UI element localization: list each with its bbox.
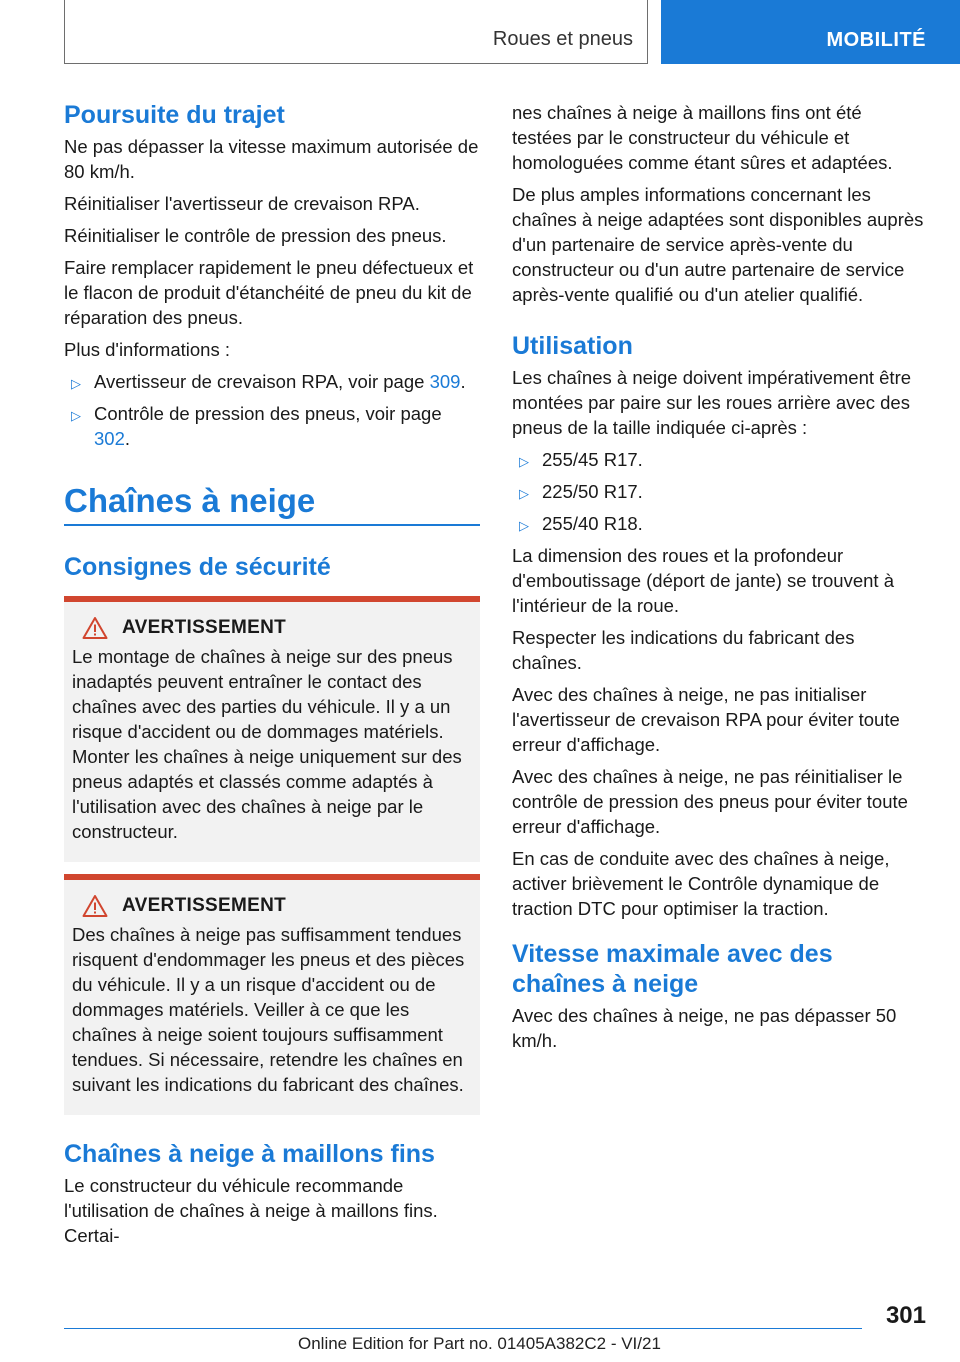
list-item-suffix: . xyxy=(124,428,131,449)
list-item xyxy=(512,511,926,536)
paragraph: Avec des chaînes à neige, ne pas dépasser 50 km/h. xyxy=(512,1005,897,1051)
paragraph: Réinitialiser l'avertisseur de crevaison RPA. xyxy=(64,193,420,214)
footer-edition: Online Edition for Part no. 01405A382C2 - VI/21 xyxy=(298,1334,661,1353)
list-item xyxy=(64,369,480,394)
warning-text: Des chaînes à neige pas suffisamment tendues risquent d'endommager les pneus et des pièces du véhicule. Il y a un risque d'accident ou de dommages matériels. Veiller à ce que les chaînes à neige soient toujours suffisamment tendues. Si nécessaire, retendre les chaînes en suivant les indications du fabricant des chaînes. xyxy=(72,924,465,1095)
tire-size: 225/50 R17. xyxy=(542,481,643,502)
warning-label: AVERTISSEMENT xyxy=(122,895,287,916)
header-section-title: Roues et pneus xyxy=(492,28,633,50)
triangle-right-icon: ▷ xyxy=(519,518,529,533)
warning-box xyxy=(64,596,480,862)
heading-fine-link-chains: Chaînes à neige à maillons fins xyxy=(64,1140,435,1168)
heading-continue-driving: Poursuite du trajet xyxy=(64,101,285,129)
triangle-right-icon: ▷ xyxy=(519,454,529,469)
heading-safety: Consignes de sécurité xyxy=(64,553,331,581)
paragraph: Ne pas dépasser la vitesse maximum autorisée de 80 km/h. xyxy=(64,136,479,182)
paragraph: De plus amples informations concernant les chaînes à neige adaptées sont disponibles auprès d'un partenaire de service après-vente du constructeur ou d'un autre partenaire de service après-vente qualifié ou d'un atelier qualifié. xyxy=(512,184,924,305)
paragraph: En cas de conduite avec des chaînes à neige, activer brièvement le Contrôle dynamique de traction DTC pour optimiser la traction. xyxy=(512,848,890,919)
paragraph: Les chaînes à neige doivent impérativement être montées par paire sur les roues arrière avec des pneus de la taille indiquée ci-après : xyxy=(512,367,912,438)
triangle-right-icon: ▷ xyxy=(519,486,529,501)
list-item xyxy=(64,401,480,451)
warning-triangle-icon xyxy=(82,894,108,918)
page-link-302[interactable]: 302 xyxy=(94,428,125,449)
triangle-right-icon: ▷ xyxy=(71,376,81,391)
header-chapter-tab[interactable] xyxy=(661,0,960,64)
header-section-box xyxy=(64,0,648,64)
tire-size: 255/45 R17. xyxy=(542,449,643,470)
paragraph: Plus d'informations : xyxy=(64,339,230,360)
right-column xyxy=(512,100,926,1060)
list-item-text: Contrôle de pression des pneus, voir page xyxy=(94,403,442,424)
list-item xyxy=(512,447,926,472)
heading-max-speed: Vitesse maximale avec des chaînes à neige xyxy=(512,940,833,998)
info-list xyxy=(64,369,480,451)
header-chapter-title: MOBILITÉ xyxy=(826,29,926,51)
list-item-suffix: . xyxy=(460,371,466,392)
tire-size: 255/40 R18. xyxy=(542,513,643,534)
paragraph: Avec des chaînes à neige, ne pas initialiser l'avertisseur de crevaison RPA pour éviter toute erreur d'affichage. xyxy=(512,684,900,755)
list-item xyxy=(512,479,926,504)
warning-header xyxy=(72,616,472,640)
footer-divider xyxy=(64,1328,862,1329)
warning-text: Le montage de chaînes à neige sur des pneus inadaptés peuvent entraîner le contact des chaînes avec des parties du véhicule. Il y a un risque d'accident ou de dommages matériels. Monter les chaînes à neige uniquement sur des pneus adaptés et classés comme adaptés à l'utilisation avec des chaînes à neige par le constructeur. xyxy=(72,646,462,842)
page-link-309[interactable]: 309 xyxy=(429,371,461,392)
warning-box xyxy=(64,874,480,1115)
warning-header xyxy=(72,894,472,918)
left-column xyxy=(64,100,480,1255)
triangle-right-icon: ▷ xyxy=(71,408,81,423)
tire-size-list xyxy=(512,447,926,536)
paragraph: Le constructeur du véhicule recommande l'utilisation de chaînes à neige à maillons fins. Certai- xyxy=(64,1175,438,1246)
list-item-text: Avertisseur de crevaison RPA, voir page xyxy=(94,371,430,392)
heading-usage: Utilisation xyxy=(512,332,633,360)
paragraph: Réinitialiser le contrôle de pression des pneus. xyxy=(64,225,447,246)
paragraph: Faire remplacer rapidement le pneu défectueux et le flacon de produit d'étanchéité de pneu du kit de réparation des pneus. xyxy=(64,257,474,328)
chapter-title: Chaînes à neige xyxy=(64,481,480,526)
paragraph: Avec des chaînes à neige, ne pas réinitialiser le contrôle de pression des pneus pour éviter toute erreur d'affichage. xyxy=(512,766,908,837)
page-number: 301 xyxy=(885,1302,926,1329)
paragraph: Respecter les indications du fabricant des chaînes. xyxy=(512,627,855,673)
warning-triangle-icon xyxy=(82,616,108,640)
warning-label: AVERTISSEMENT xyxy=(122,617,287,638)
paragraph: nes chaînes à neige à maillons fins ont été testées par le constructeur du véhicule et homologuées comme étant sûres et adaptées. xyxy=(512,102,893,173)
paragraph: La dimension des roues et la profondeur d'emboutissage (déport de jante) se trouvent à l'intérieur de la roue. xyxy=(512,545,894,616)
